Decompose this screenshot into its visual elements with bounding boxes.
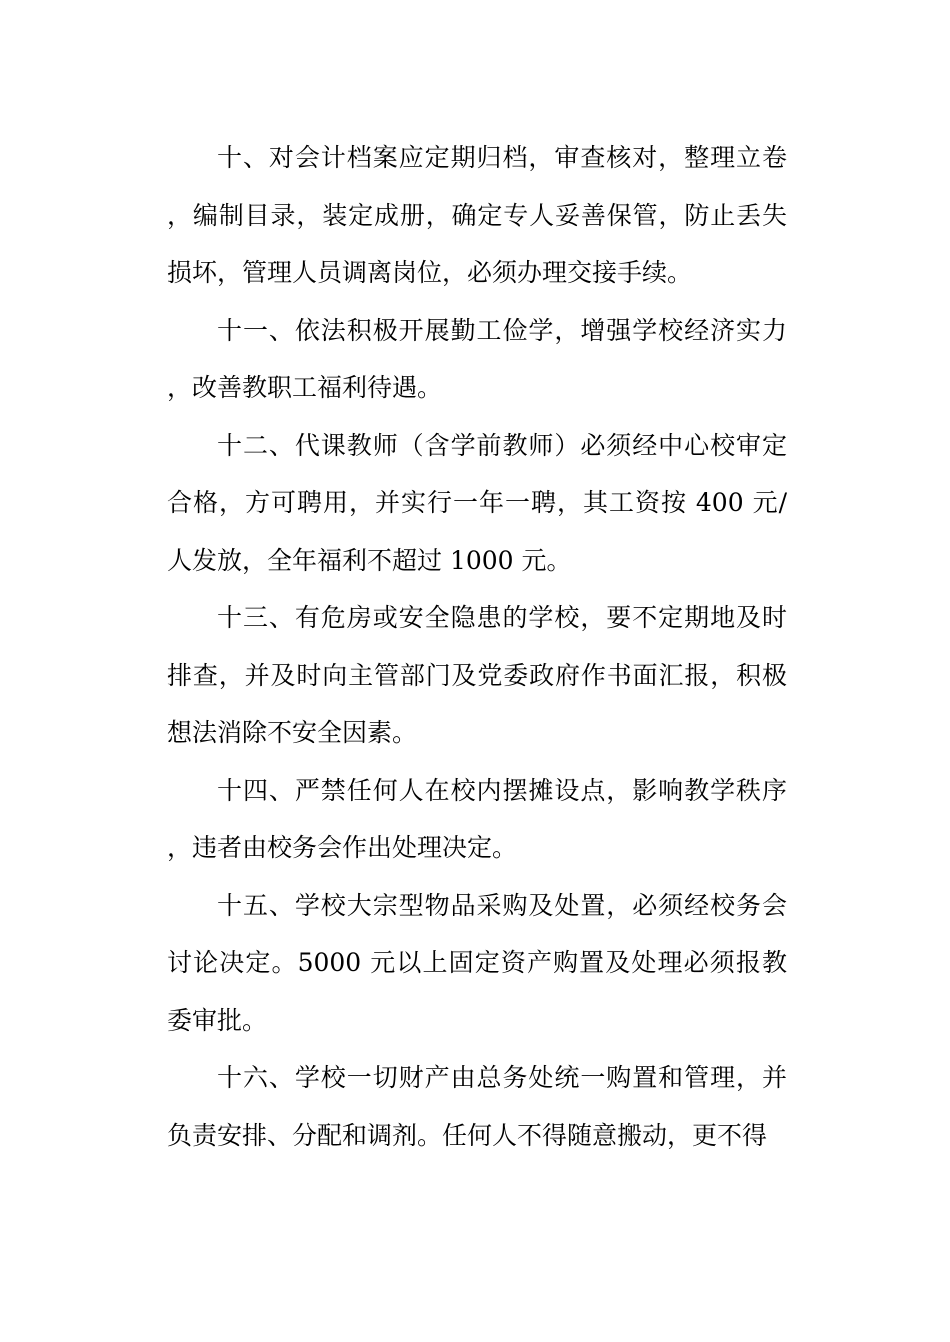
paragraph-item-10: 十、对会计档案应定期归档，审查核对，整理立卷，编制目录，装定成册，确定专人妥善保管，防止丢失损坏，管理人员调离岗位，必须办理交接手续。 xyxy=(167,143,787,287)
paragraph-item-12: 十二、代课教师（含学前教师）必须经中心校审定合格，方可聘用，并实行一年一聘，其工资按 400 元/人发放，全年福利不超过 1000 元。 xyxy=(167,430,787,575)
paragraph-item-16: 十六、学校一切财产由总务处统一购置和管理，并负责安排、分配和调剂。任何人不得随意搬动，更不得 xyxy=(167,1063,787,1150)
paragraph-item-13: 十三、有危房或安全隐患的学校，要不定期地及时排查，并及时向主管部门及党委政府作书面汇报，积极想法消除不安全因素。 xyxy=(167,603,787,747)
paragraph-item-14: 十四、严禁任何人在校内摆摊设点，影响教学秩序，违者由校务会作出处理决定。 xyxy=(167,775,787,862)
document-body xyxy=(167,129,787,1164)
paragraph-item-15: 十五、学校大宗型物品采购及处置，必须经校务会讨论决定。5000 元以上固定资产购置及处理必须报教委审批。 xyxy=(167,890,787,1035)
paragraph-item-11: 十一、依法积极开展勤工俭学，增强学校经济实力，改善教职工福利待遇。 xyxy=(167,315,787,402)
